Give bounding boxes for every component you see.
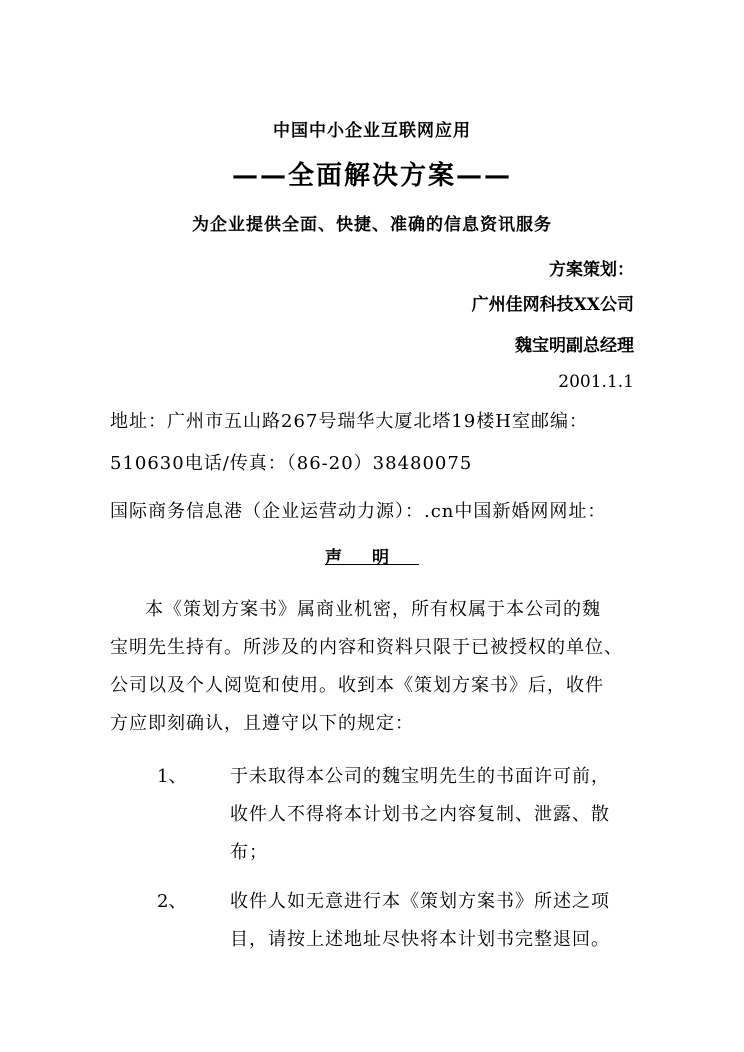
declaration-heading: 声明 [325,548,419,568]
document-subtitle: ——全面解决方案—— [231,161,512,191]
planner-company: 广州佳网科技XX公司 [471,295,634,315]
rule-number: 2、 [157,891,187,912]
rule-text-line: 收件人不得将本计划书之内容复制、泄露、散 [230,804,610,825]
declaration-paragraph-line: 宝明先生持有。所涉及的内容和资料只限于已被授权的单位、 [110,637,623,658]
rule-number: 1、 [157,766,187,787]
document-tagline: 为企业提供全面、快捷、准确的信息资讯服务 [192,215,552,235]
address-line-1: 地址：广州市五山路267号瑞华大厦北塔19楼H室邮编： [110,411,588,432]
rule-text-line: 目，请按上述地址尽快将本计划书完整退回。 [230,929,610,950]
declaration-paragraph-line: 公司以及个人阅览和使用。收到本《策划方案书》后，收件 [110,675,604,696]
planner-person: 魏宝明副总经理 [515,336,634,356]
declaration-paragraph-line: 本《策划方案书》属商业机密，所有权属于本公司的魏 [145,599,601,620]
declaration-paragraph-line: 方应即刻确认，且遵守以下的规定： [110,713,414,734]
intl-info-line: 国际商务信息港（企业运营动力源）：.cn中国新婚网网址： [110,501,607,522]
rule-text-line: 收件人如无意进行本《策划方案书》所述之项 [230,891,610,912]
planner-label: 方案策划： [549,260,634,280]
document-title: 中国中小企业互联网应用 [273,121,471,141]
address-line-2: 510630电话/传真：（86-20）38480075 [110,453,473,474]
rule-text-line: 于未取得本公司的魏宝明先生的书面许可前， [230,766,610,787]
document-date: 2001.1.1 [558,372,634,392]
rule-text-line: 布； [230,842,268,863]
